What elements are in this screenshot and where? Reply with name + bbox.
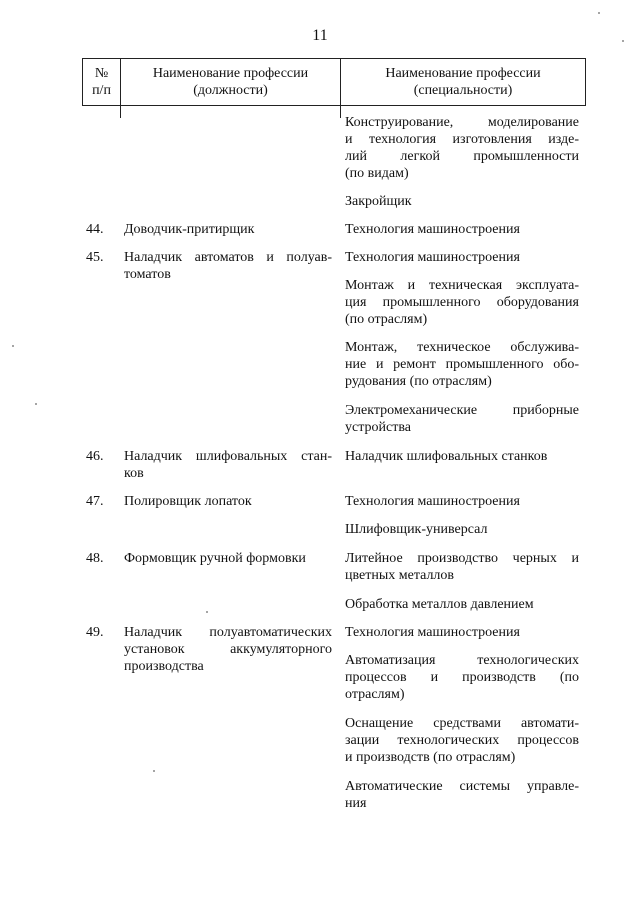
profession-name: Полировщик лопаток bbox=[124, 494, 252, 509]
specialty-line: устройства bbox=[345, 420, 411, 435]
profession-name: Формовщик ручной формовки bbox=[124, 551, 306, 566]
scan-speck bbox=[206, 611, 208, 613]
row-number: 49. bbox=[86, 625, 104, 640]
row-number: 45. bbox=[86, 250, 104, 265]
header-text: п/п bbox=[92, 83, 111, 98]
profession-name: производства bbox=[124, 659, 204, 674]
header-text: (специальности) bbox=[413, 83, 513, 98]
header-text: Наименование профессии bbox=[152, 66, 309, 81]
page-number: 11 bbox=[312, 27, 328, 44]
scan-speck bbox=[12, 345, 14, 347]
specialty-line: Шлифовщик-универсал bbox=[345, 522, 488, 537]
specialty-line: Технология машиностроения bbox=[345, 222, 520, 237]
specialty-line: Литейное производство черных и bbox=[345, 551, 579, 566]
specialty-line: Оснащение средствами автомати- bbox=[345, 716, 579, 731]
scan-speck bbox=[153, 770, 155, 772]
specialty-line: ция промышленного оборудования bbox=[345, 295, 579, 310]
specialty-line: рудования (по отраслям) bbox=[345, 374, 492, 389]
specialty-line: Монтаж и техническая эксплуата- bbox=[345, 278, 579, 293]
profession-name: Наладчик автоматов и полуав- bbox=[124, 250, 332, 265]
scan-speck bbox=[622, 40, 624, 42]
column-divider bbox=[340, 106, 341, 118]
specialty-line: Конструирование, моделирование bbox=[345, 115, 579, 130]
specialty-line: цветных металлов bbox=[345, 568, 455, 583]
specialty-line: Технология машиностроения bbox=[345, 250, 520, 265]
header-text: (должности) bbox=[193, 83, 268, 98]
header-col-number bbox=[83, 59, 121, 105]
specialty-line: (по видам) bbox=[345, 166, 409, 181]
scan-speck bbox=[598, 12, 600, 14]
specialty-line: Технология машиностроения bbox=[345, 494, 520, 509]
scan-speck bbox=[35, 403, 37, 405]
row-number: 44. bbox=[86, 222, 104, 237]
specialty-line: Наладчик шлифовальных станков bbox=[345, 449, 548, 464]
header-col-specialty bbox=[341, 59, 585, 105]
specialty-line: зации технологических процессов bbox=[345, 733, 579, 748]
row-number: 48. bbox=[86, 551, 104, 566]
specialty-line: Обработка металлов давлением bbox=[345, 597, 534, 612]
profession-name: ков bbox=[124, 466, 144, 481]
specialty-line: Автоматические системы управле- bbox=[345, 779, 579, 794]
header-text: Наименование профессии bbox=[385, 66, 541, 81]
specialty-line: ния bbox=[345, 796, 367, 811]
header-col-profession bbox=[121, 59, 341, 105]
profession-name: Наладчик полуавтоматических bbox=[124, 625, 332, 640]
header-text: № bbox=[94, 66, 109, 81]
specialty-line: и технология изготовления изде- bbox=[345, 132, 579, 147]
table-header bbox=[82, 58, 586, 106]
profession-name: Наладчик шлифовальных стан- bbox=[124, 449, 332, 464]
specialty-line: отраслям) bbox=[345, 687, 405, 702]
specialty-line: Технология машиностроения bbox=[345, 625, 520, 640]
profession-name: томатов bbox=[124, 267, 171, 282]
specialty-line: (по отраслям) bbox=[345, 312, 428, 327]
column-divider bbox=[120, 106, 121, 118]
row-number: 46. bbox=[86, 449, 104, 464]
specialty-line: и производств (по отраслям) bbox=[345, 750, 516, 765]
profession-name: установок аккумуляторного bbox=[124, 642, 332, 657]
profession-name: Доводчик-притирщик bbox=[124, 222, 255, 237]
specialty-line: лий легкой промышленности bbox=[345, 149, 579, 164]
specialty-line: ние и ремонт промышленного обо- bbox=[345, 357, 579, 372]
specialty-line: процессов и производств (по bbox=[345, 670, 579, 685]
specialty-line: Автоматизация технологических bbox=[345, 653, 579, 668]
specialty-line: Монтаж, техническое обслужива- bbox=[345, 340, 579, 355]
specialty-line: Электромеханические приборные bbox=[345, 403, 579, 418]
specialty-line: Закройщик bbox=[345, 194, 412, 209]
row-number: 47. bbox=[86, 494, 104, 509]
